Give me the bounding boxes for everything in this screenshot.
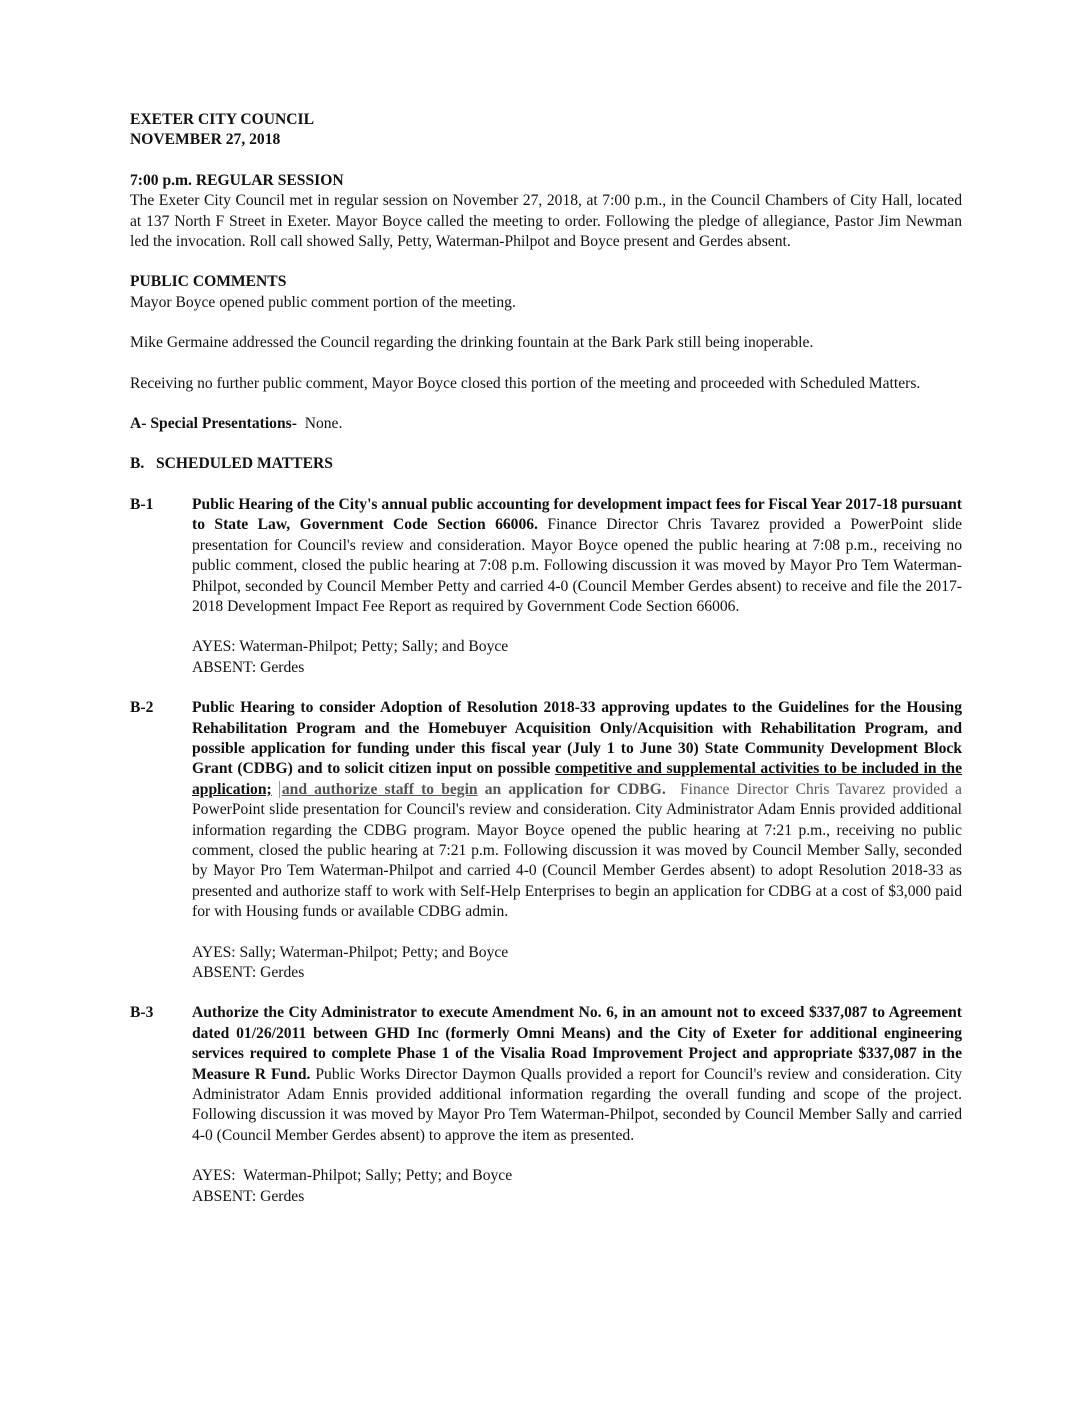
item-title-inserted: and authorize staff to begin	[279, 781, 478, 798]
agenda-item-b1	[130, 495, 962, 617]
agenda-item-b3	[130, 1003, 962, 1146]
meeting-date: NOVEMBER 27, 2018	[130, 131, 281, 149]
item-text: Public Works Director Daymon Qualls provided a report for Council's review and consideration. City Administrator Adam Ennis provided additional information regarding the overall funding and scope of the project. Following discussion it was moved by Mayor Pro Tem Waterman-Philpot, seconded by Council Member Sally and carried 4-0 (Council Member Gerdes absent) to approve the item as presented.	[192, 1065, 962, 1144]
item-ayes: AYES: Waterman-Philpot; Petty; Sally; and Boyce	[192, 638, 509, 656]
item-ayes: AYES: Waterman-Philpot; Sally; Petty; and Boyce	[192, 1167, 513, 1185]
special-presentations	[130, 414, 962, 434]
item-number: B-3	[130, 1004, 154, 1022]
special-presentations-text: None.	[296, 415, 343, 433]
item-ayes: AYES: Sally; Waterman-Philpot; Petty; and Boyce	[192, 943, 509, 961]
item-title: Public Hearing to consider Adoption of Resolution 2018-33 approving updates to the Guidelines for the Housing Rehabilitation Program and the Homebuyer Acquisition Only/Acquisition with Rehabilitation Program, and possible application for funding under this fiscal year (July 1 to June 30) State Community Development Block Grant (CDBG) and to solicit citizen input on possible	[192, 699, 962, 778]
item-text: PowerPoint slide presentation for Council's review and consideration. City Administrator Adam Ennis provided additional information regarding the CDBG program. Mayor Boyce opened the public hearing at 7:21 p.m., receiving no public comment, closed the public hearing at 7:21 p.m. Following discussion it was moved by Council Member Sally, seconded by Mayor Pro Tem Waterman-Philpot and carried 4-0 (Council Member Gerdes absent) to adopt Resolution 2018-33 as presented and authorize staff to work with Self-Help Enterprises to begin an application for CDBG at a cost of $3,000 paid for with Housing funds or available CDBG admin.	[192, 801, 962, 921]
council-name: EXETER CITY COUNCIL	[130, 111, 314, 128]
item-title-underlined: competitive and supplemental activities to be included in the application;	[192, 760, 962, 798]
item-title: Public Hearing of the City's annual public accounting for development impact fees for Fiscal Year 2017-18 pursuant to State Law, Government Code Section 66006.	[192, 495, 962, 534]
item-text-inserted: Finance Director Chris Tavarez provided a	[665, 780, 966, 798]
public-comments-p1: Mayor Boyce opened public comment portion of the meeting.	[130, 293, 516, 311]
item-absent: ABSENT: Gerdes	[192, 964, 305, 981]
item-number: B-2	[130, 699, 154, 717]
minutes-page	[130, 110, 966, 1207]
public-comments-heading: PUBLIC COMMENTS	[130, 273, 287, 291]
public-comments-p3: Receiving no further public comment, Mayor Boyce closed this portion of the meeting and proceeded with Scheduled Matters.	[130, 374, 921, 392]
item-absent: ABSENT: Gerdes	[192, 658, 305, 676]
session-text: The Exeter City Council met in regular session on November 27, 2018, at 7:00 p.m., in the Council Chambers of City Hall, located at 137 North F Street in Exeter. Mayor Boyce called the meeting to order. Following the pledge of allegiance, Pastor Jim Newman led the invocation. Roll call showed Sally, Petty, Waterman-Philpot and Boyce present and Gerdes absent.	[130, 192, 962, 251]
special-presentations-label: A- Special Presentations-	[130, 415, 297, 433]
item-text: Finance Director Chris Tavarez provided a PowerPoint slide presentation for Council's review and consideration. Mayor Boyce opened the public hearing at 7:08 p.m., receiving no public comment, closed the public hearing at 7:08 p.m. Following discussion it was moved by Mayor Pro Tem Waterman-Philpot, seconded by Council Member Petty and carried 4-0 (Council Member Gerdes absent) to receive and file the 2017-2018 Development Impact Fee Report as required by Government Code Section 66006.	[192, 516, 963, 615]
item-title-end: an application for CDBG.	[477, 780, 666, 798]
session-heading: 7:00 p.m. REGULAR SESSION	[130, 171, 344, 189]
scheduled-matters-heading: B. SCHEDULED MATTERS	[130, 455, 333, 473]
item-absent: ABSENT: Gerdes	[192, 1187, 305, 1205]
agenda-item-b2	[130, 698, 966, 922]
item-title: Authorize the City Administrator to execute Amendment No. 6, in an amount not to exceed $337,087 to Agreement dated 01/26/2011 between GHD Inc (formerly Omni Means) and the City of Exeter for additional engineering services required to complete Phase 1 of the Visalia Road Improvement Project and appropriate $337,087 in the Measure R Fund.	[192, 1004, 962, 1083]
item-number: B-1	[130, 495, 154, 513]
public-comments-p2: Mike Germaine addressed the Council regarding the drinking fountain at the Bark Park still being inoperable.	[130, 334, 814, 352]
